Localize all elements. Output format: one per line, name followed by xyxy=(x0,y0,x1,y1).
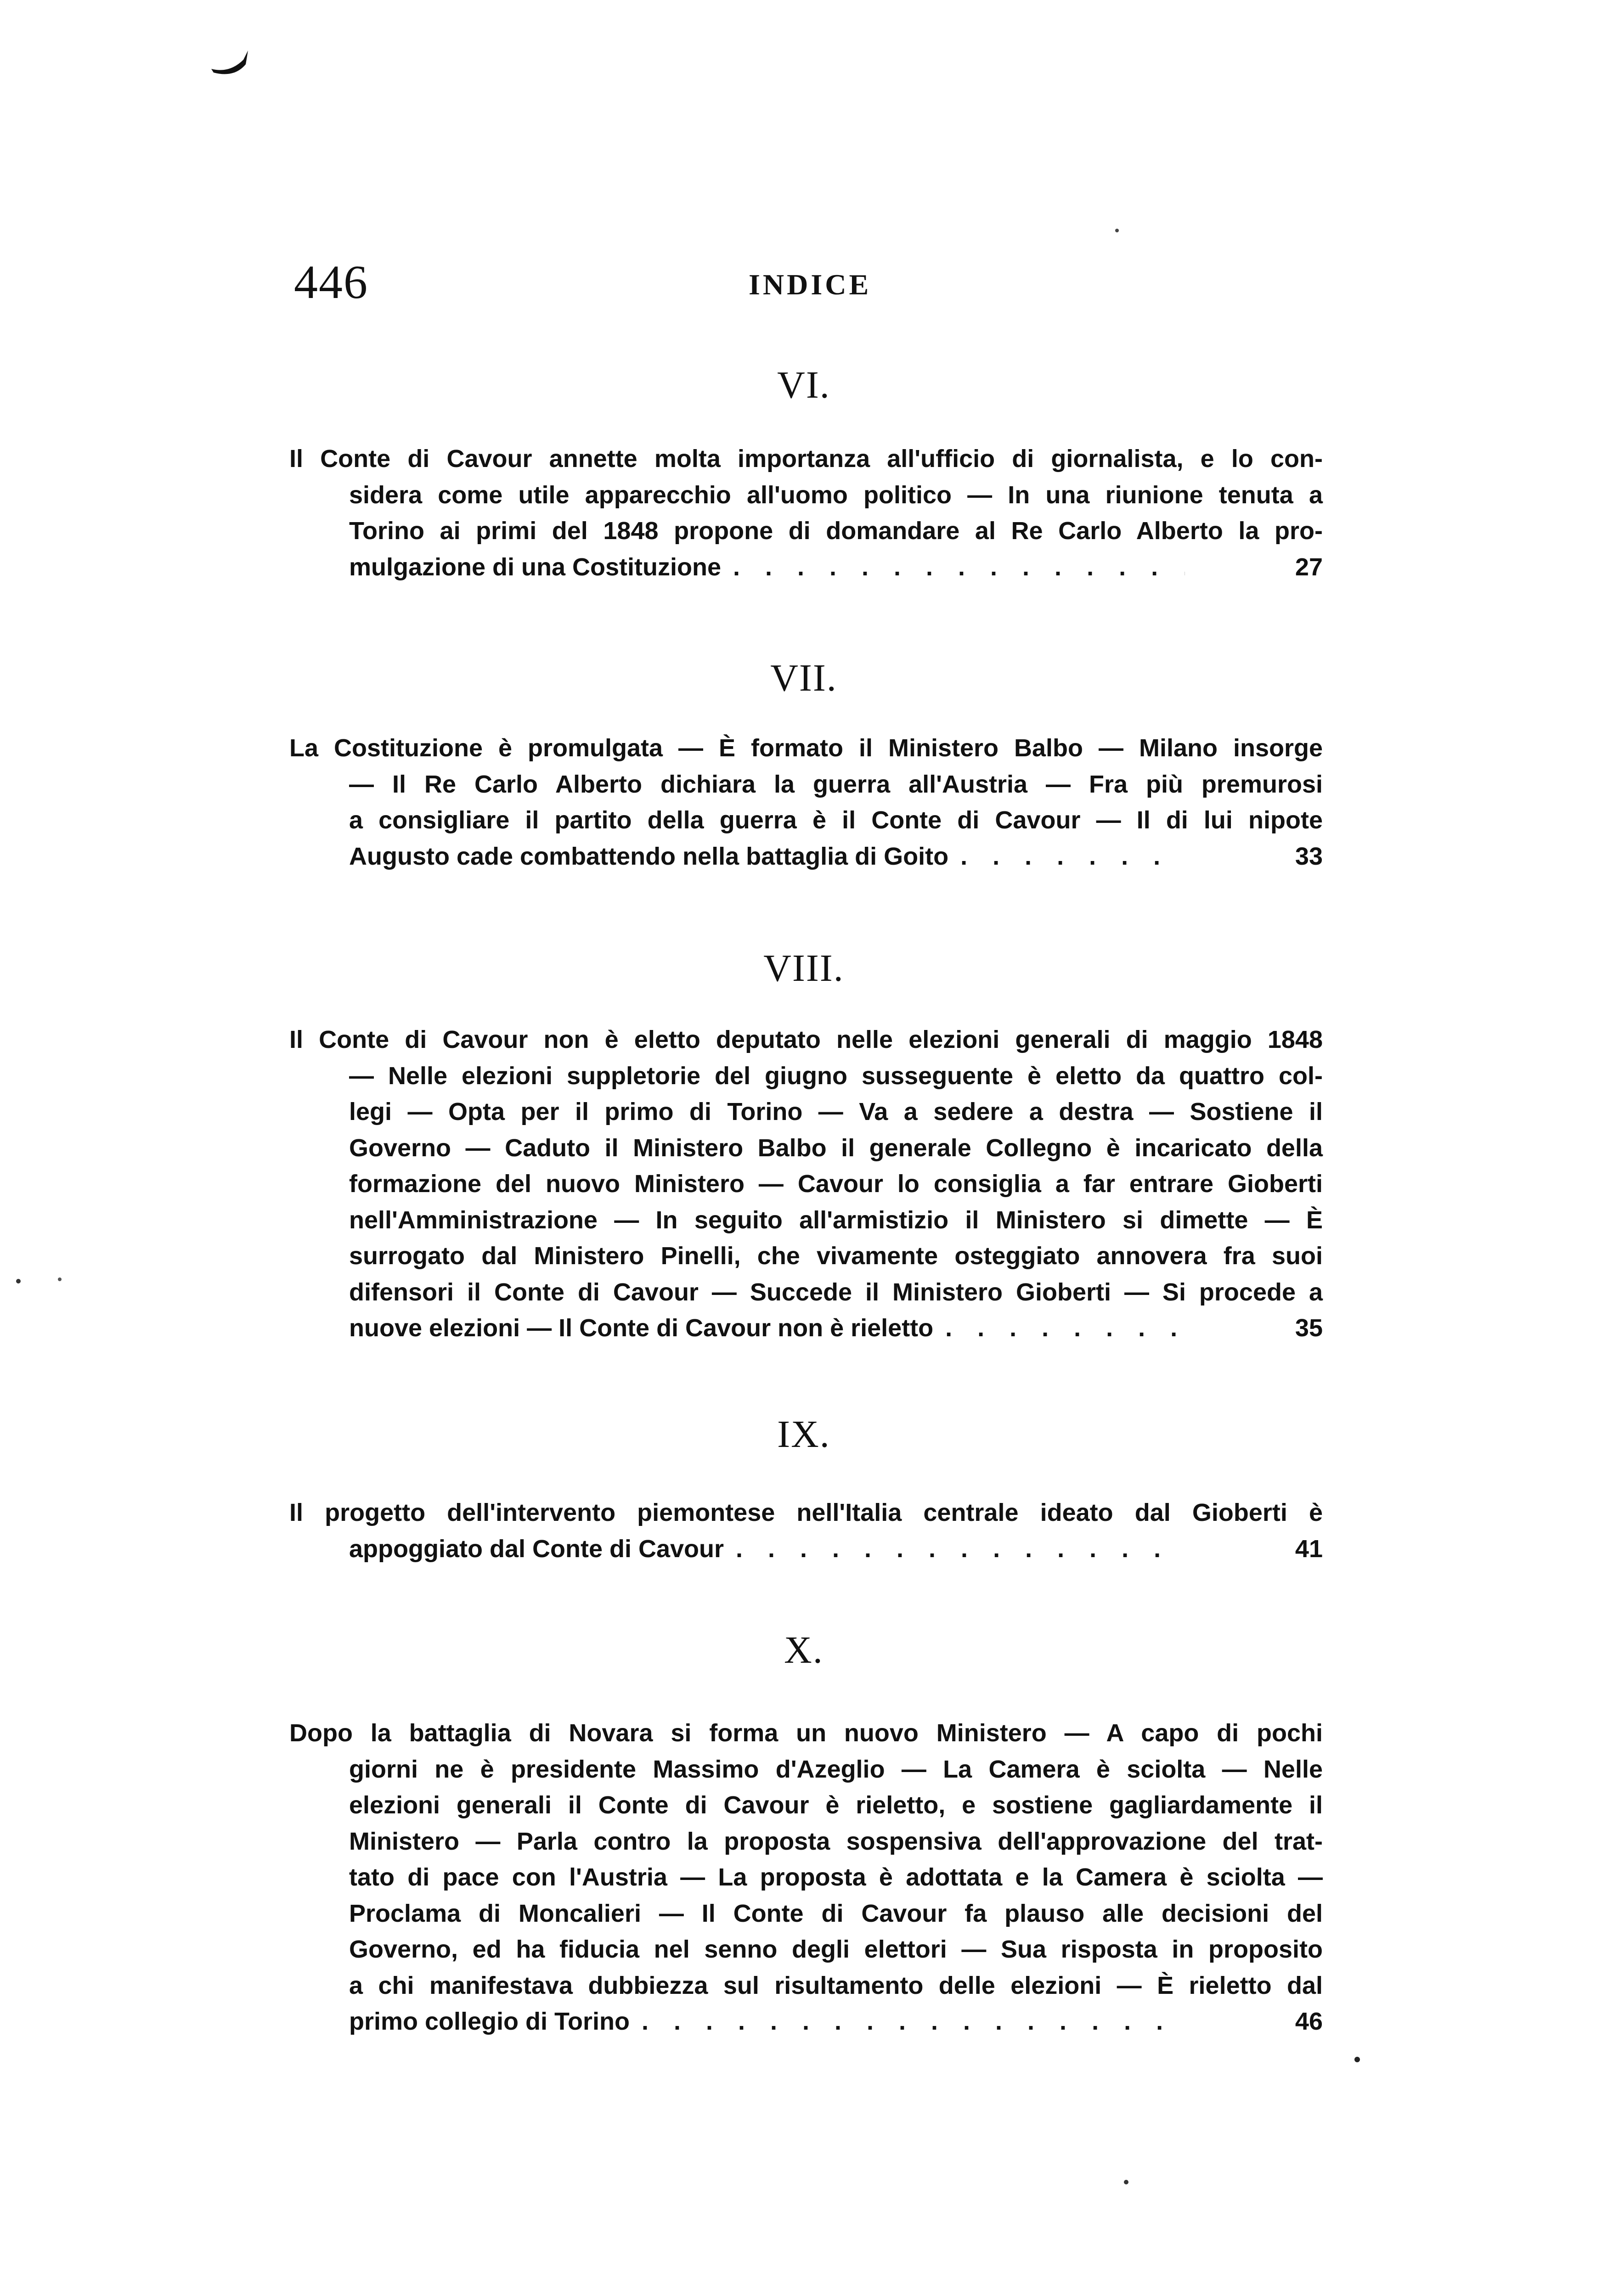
entry-line: formazione del nuovo Ministero — Cavour lo consiglia a far entrare Gioberti xyxy=(349,1170,1323,1198)
entry-line: difensori il Conte di Cavour — Succede il Ministero Gioberti — Si procede a xyxy=(349,1278,1323,1306)
section-heading: VII. xyxy=(770,657,837,699)
entry-line-last xyxy=(289,549,1323,585)
section-heading: VI. xyxy=(777,364,830,406)
entry-line: Governo — Caduto il Ministero Balbo il generale Collegno è incaricato della xyxy=(349,1134,1323,1162)
section-heading: IX. xyxy=(777,1413,830,1456)
entry-line: elezioni generali il Conte di Cavour è rieletto, e sostiene gagliardamente il xyxy=(349,1791,1323,1819)
entry-line: surrogato dal Ministero Pinelli, che vivamente osteggiato annovera fra suoi xyxy=(349,1242,1323,1270)
dot-leader xyxy=(642,2003,1185,2040)
entry-line: Il Conte di Cavour annette molta importanza all'ufficio di giornalista, e lo con- xyxy=(289,445,1323,473)
entry-line-last xyxy=(289,838,1323,875)
ink-speck xyxy=(1111,225,1125,239)
entry-line-last xyxy=(289,2003,1323,2040)
entry-line: Proclama di Moncalieri — Il Conte di Cavour fa plauso alle decisioni del xyxy=(349,1899,1323,1927)
entry-line: nell'Amministrazione — In seguito all'armistizio il Ministero si dimette — È xyxy=(349,1206,1323,1234)
index-entry xyxy=(289,441,1323,585)
entry-line: — Nelle elezioni suppletorie del giugno susseguente è eletto da quattro col- xyxy=(349,1062,1323,1090)
ink-speck xyxy=(9,1272,69,1290)
entry-line: mulgazione di una Costituzione xyxy=(349,553,721,581)
ink-speck xyxy=(1350,2053,1369,2071)
page-header xyxy=(294,255,1314,309)
entry-line: appoggiato dal Conte di Cavour xyxy=(349,1535,724,1563)
page-reference: 35 xyxy=(1295,1314,1323,1342)
index-entry xyxy=(289,1715,1323,2040)
index-entry xyxy=(289,1022,1323,1346)
ink-speck xyxy=(202,41,257,78)
entry-line: Governo, ed ha fiducia nel senno degli elettori — Sua risposta in proposito xyxy=(349,1936,1323,1963)
entry-line: Dopo la battaglia di Novara si forma un nuovo Ministero — A capo di pochi xyxy=(289,1719,1323,1747)
dot-leader xyxy=(960,838,1185,875)
dot-leader xyxy=(736,1531,1185,1567)
entry-line: sidera come utile apparecchio all'uomo politico — In una riunione tenuta a xyxy=(349,481,1323,509)
running-head: INDICE xyxy=(749,268,872,301)
section-heading: X. xyxy=(784,1629,824,1671)
page-reference: 41 xyxy=(1295,1535,1323,1563)
page-number: 446 xyxy=(294,256,368,309)
entry-line: — Il Re Carlo Alberto dichiara la guerra all'Austria — Fra più premurosi xyxy=(349,770,1323,798)
page-reference: 27 xyxy=(1295,553,1323,581)
entry-line: tato di pace con l'Austria — La proposta è adottata e la Camera è sciolta — xyxy=(349,1863,1323,1891)
index-entry xyxy=(289,1495,1323,1567)
section-heading: VIII. xyxy=(763,947,844,990)
page-reference: 33 xyxy=(1295,842,1323,870)
entry-line: nuove elezioni — Il Conte di Cavour non è rieletto xyxy=(349,1314,934,1342)
entry-line: Il Conte di Cavour non è eletto deputato nelle elezioni generali di maggio 1848 xyxy=(289,1026,1323,1053)
entry-line: giorni ne è presidente Massimo d'Azeglio — La Camera è sciolta — Nelle xyxy=(349,1755,1323,1783)
entry-line: Augusto cade combattendo nella battaglia di Goito xyxy=(349,842,949,870)
ink-blot xyxy=(32,2250,289,2296)
page-reference: 46 xyxy=(1295,2008,1323,2035)
entry-line: a consigliare il partito della guerra è il Conte di Cavour — Il di lui nipote xyxy=(349,806,1323,834)
entry-line-last xyxy=(289,1531,1323,1567)
dot-leader xyxy=(733,549,1185,585)
entry-line-last xyxy=(289,1310,1323,1346)
entry-line: primo collegio di Torino xyxy=(349,2008,630,2035)
ink-speck xyxy=(1121,2177,1134,2190)
entry-line: Torino ai primi del 1848 propone di domandare al Re Carlo Alberto la pro- xyxy=(349,517,1323,545)
entry-line: a chi manifestava dubbiezza sul risultamento delle elezioni — È rieletto dal xyxy=(349,1971,1323,1999)
entry-line: Ministero — Parla contro la proposta sospensiva dell'approvazione del trat- xyxy=(349,1827,1323,1855)
entry-line: legi — Opta per il primo di Torino — Va a sedere a destra — Sostiene il xyxy=(349,1098,1323,1125)
entry-line: La Costituzione è promulgata — È formato il Ministero Balbo — Milano insorge xyxy=(289,734,1323,762)
index-entry xyxy=(289,730,1323,874)
entry-line: Il progetto dell'intervento piemontese nell'Italia centrale ideato dal Gioberti è xyxy=(289,1499,1323,1526)
dot-leader xyxy=(945,1310,1185,1346)
